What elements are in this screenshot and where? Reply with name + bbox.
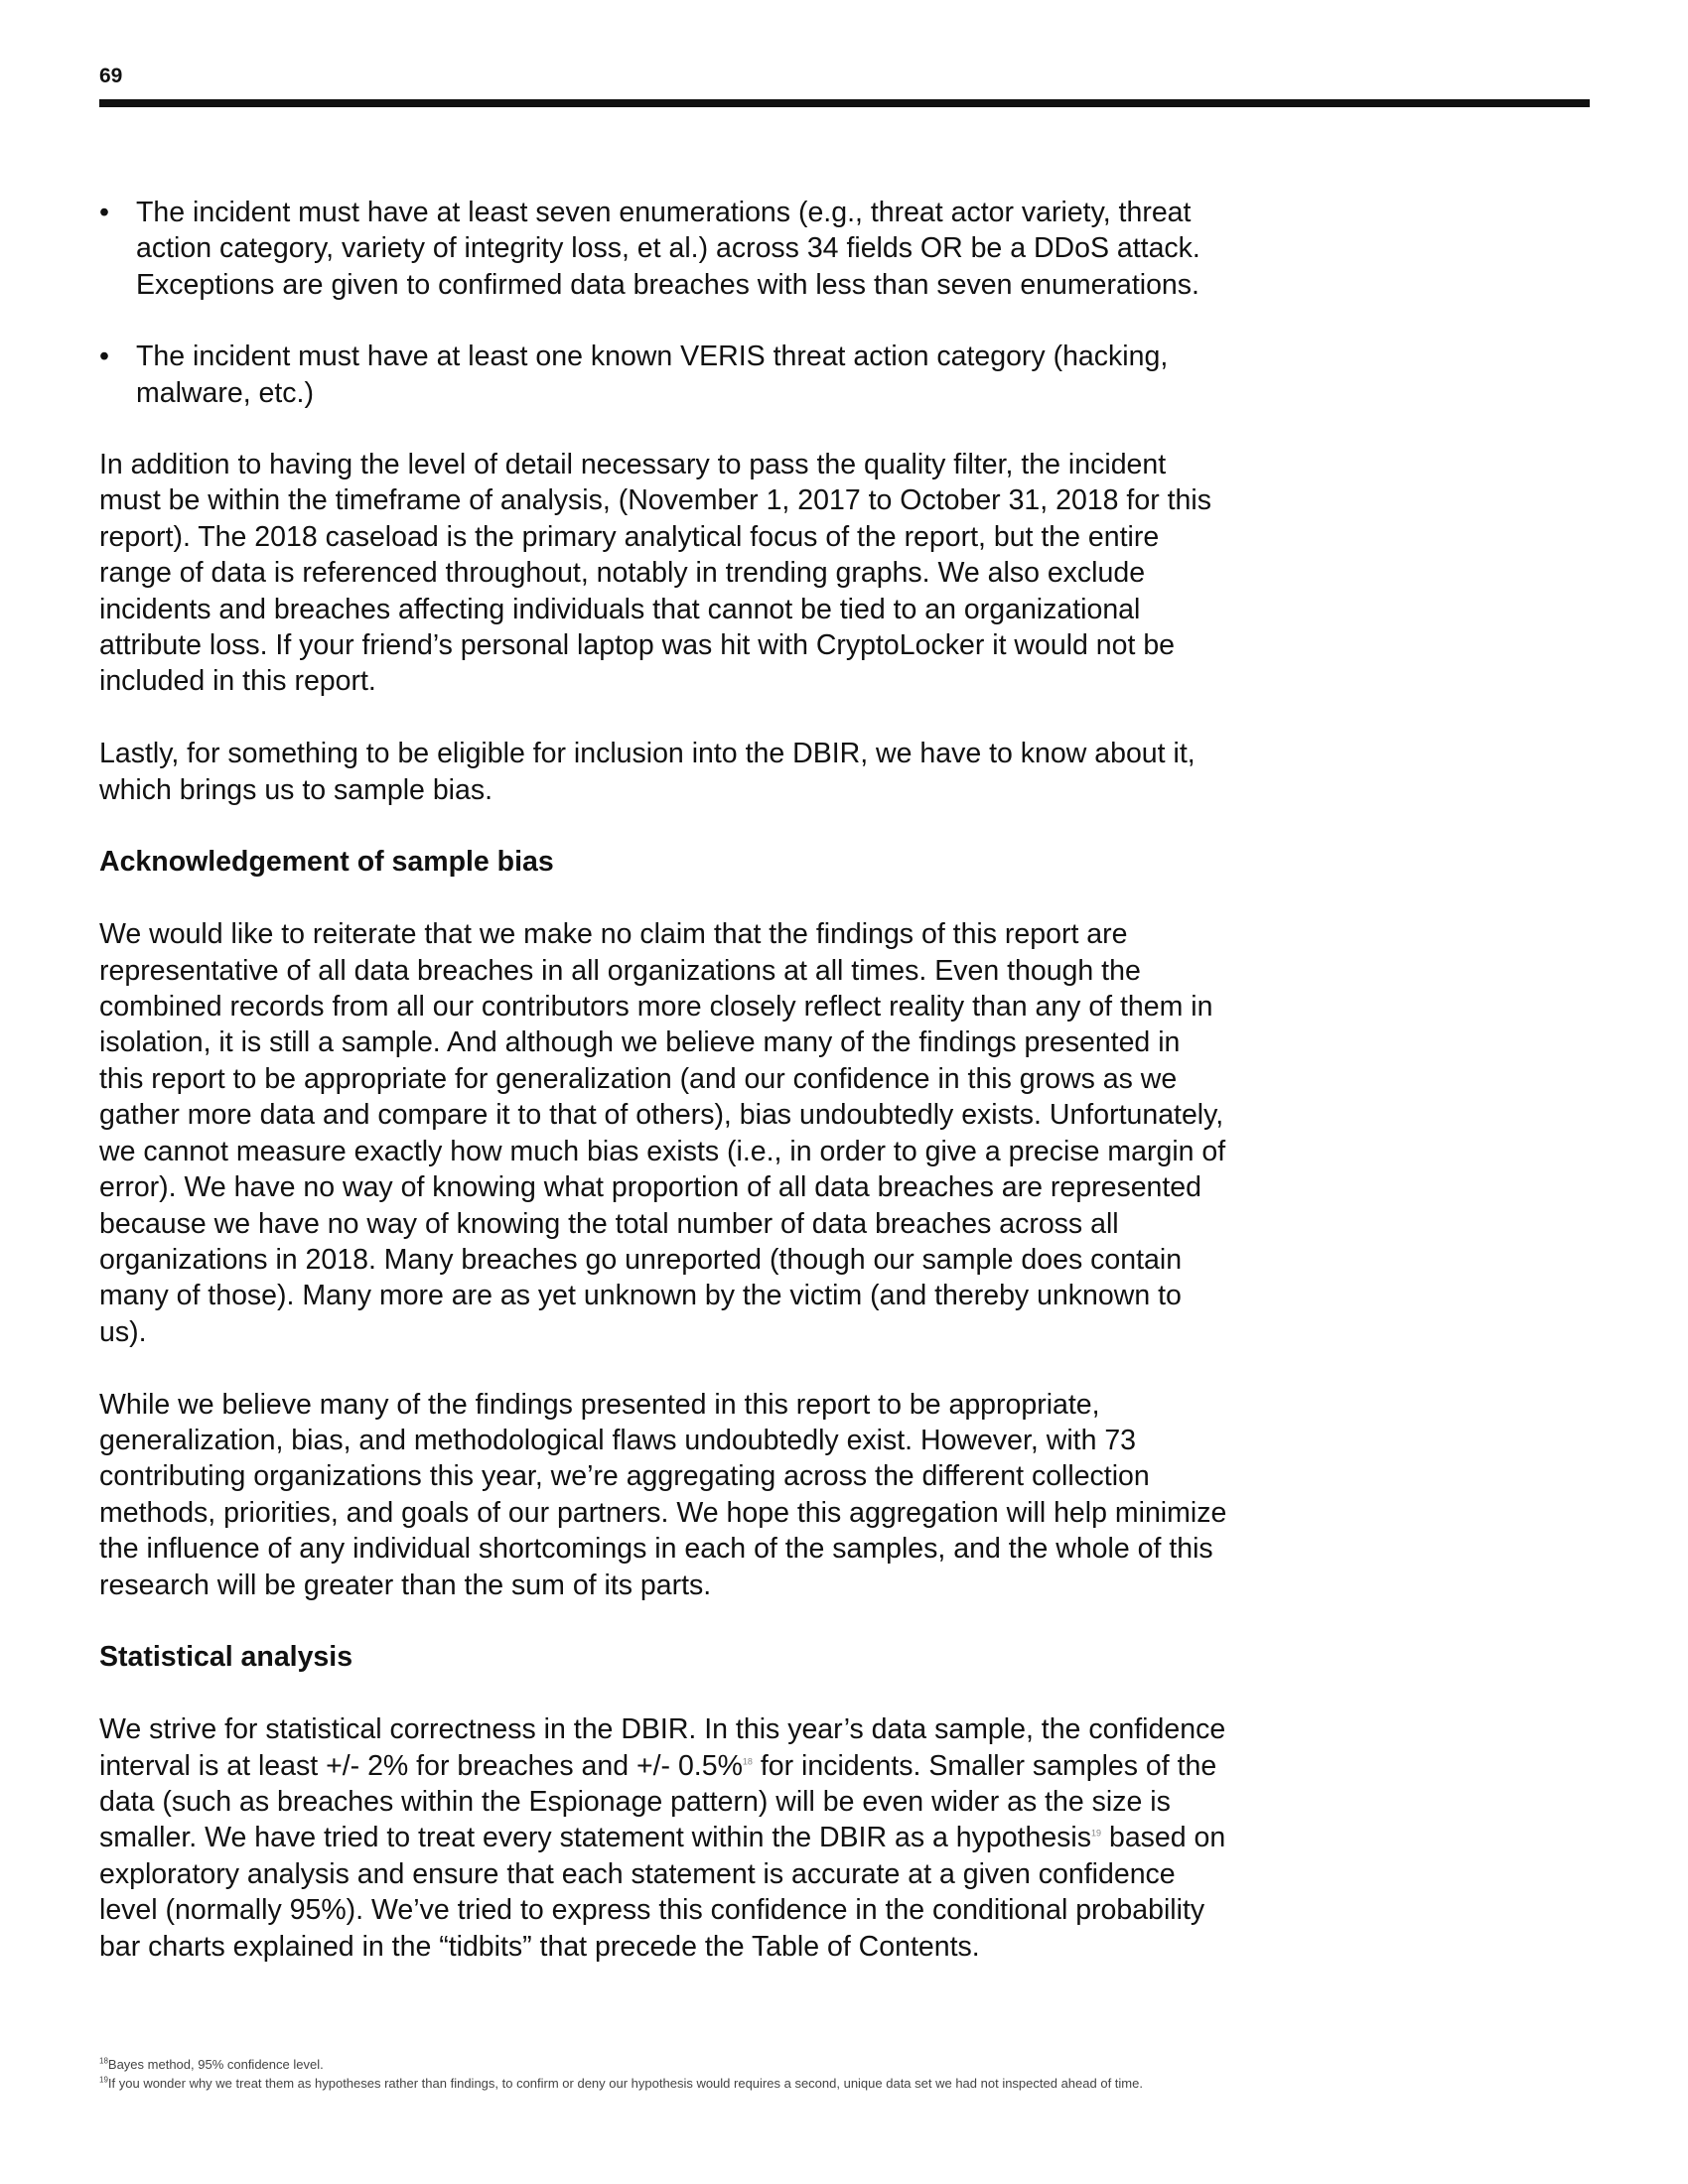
aggregation-paragraph: While we believe many of the findings presented in this report to be appropriate, generalization, bias, and methodological flaws undoubtedly exist. However, with 73 contributing organizations this year, we’re aggregating across the different collection methods, priorities, and goals of our partners. We hope this aggregation will help minimize the influence of any individual shortcomings in each of the samples, and the whole of this research will be greater than the sum of its parts. (99, 1388, 1227, 1601)
footnote-19 (99, 2074, 1489, 2093)
stats-text-part-3: based on exploratory analysis and ensure that each statement is accurate at a given confidence level (normally 95%). We’ve tried to express this confidence in the conditional probability bar charts explained in the “tidbits” that precede the Table of Contents. (99, 1822, 1226, 1963)
footnotes (99, 2055, 1489, 2093)
eligibility-paragraph: Lastly, for something to be eligible for inclusion into the DBIR, we have to know about it, which brings us to sample bias. (99, 738, 1196, 806)
page-number: 69 (99, 65, 123, 87)
list-item (99, 339, 1231, 411)
footnote-ref-18[interactable]: 18 (742, 1756, 753, 1767)
list-item-text: The incident must have at least seven enumerations (e.g., threat actor variety, threat action category, variety of integrity loss, et al.) across 34 fields OR be a DDoS attack. Exceptions are given to confirmed data breaches with less than seven enumerations. (136, 197, 1200, 301)
footnote-ref-19[interactable]: 19 (1091, 1828, 1102, 1839)
section-heading-sample-bias: Acknowledgement of sample bias (99, 846, 554, 879)
footnote-18 (99, 2055, 1489, 2074)
bullet-icon: • (99, 197, 109, 228)
section-heading-statistical-analysis: Statistical analysis (99, 1641, 353, 1674)
footnote-number: 19 (99, 2075, 108, 2085)
bullet-icon: • (99, 341, 109, 373)
stats-text-part-1: We strive for statistical correctness in the DBIR. In this year’s data sample, the confidence interval is at least +/- 2% for breaches and +/- 0.5% (99, 1713, 1226, 1782)
list-item-text: The incident must have at least one known VERIS threat action category (hacking, malware, etc.) (136, 341, 1169, 409)
stats-text-part-2: for incidents. Smaller samples of the data (such as breaches within the Espionage pattern) will be even wider as the size is smaller. We have tried to treat every statement within the DBIR as a hypothesis (99, 1749, 1217, 1854)
main-content (99, 195, 1231, 2000)
footnote-number: 18 (99, 2056, 108, 2066)
quality-filter-list (99, 195, 1231, 411)
footnote-text: Bayes method, 95% confidence level. (107, 2057, 324, 2072)
sample-bias-paragraph: We would like to reiterate that we make no claim that the findings of this report are representative of all data breaches in all organizations at all times. Even though the combined records from all our contributors more closely reflect reality than any of them in isolation, it is still a sample. And although we believe many of the findings presented in this report to be appropriate for generalization (and our confidence in this grows as we gather more data and compare it to that of others), bias undoubtedly exists. Unfortunately, we cannot measure exactly how much bias exists (i.e., in order to give a precise margin of error). We have no way of knowing what proportion of all data breaches are represented because we have no way of knowing the total number of data breaches across all organizations in 2018. Many breaches go unreported (though our sample does contain many of those). Many more are as yet unknown by the victim (and thereby unknown to us). (99, 918, 1226, 1348)
header-rule (99, 99, 1590, 107)
footnote-text: If you wonder why we treat them as hypotheses rather than findings, to confirm or deny our hypothesis would requires a second, unique data set we had not inspected ahead of time. (107, 2076, 1143, 2091)
list-item (99, 195, 1231, 303)
statistical-analysis-paragraph (99, 1711, 1231, 1965)
timeframe-paragraph: In addition to having the level of detail necessary to pass the quality filter, the incident must be within the timeframe of analysis, (November 1, 2017 to October 31, 2018 for this report). The 2018 caseload is the primary analytical focus of the report, but the entire range of data is referenced throughout, notably in trending graphs. We also exclude incidents and breaches affecting individuals that cannot be tied to an organizational attribute loss. If your friend’s personal laptop was hit with CryptoLocker it would not be included in this report. (99, 449, 1211, 698)
